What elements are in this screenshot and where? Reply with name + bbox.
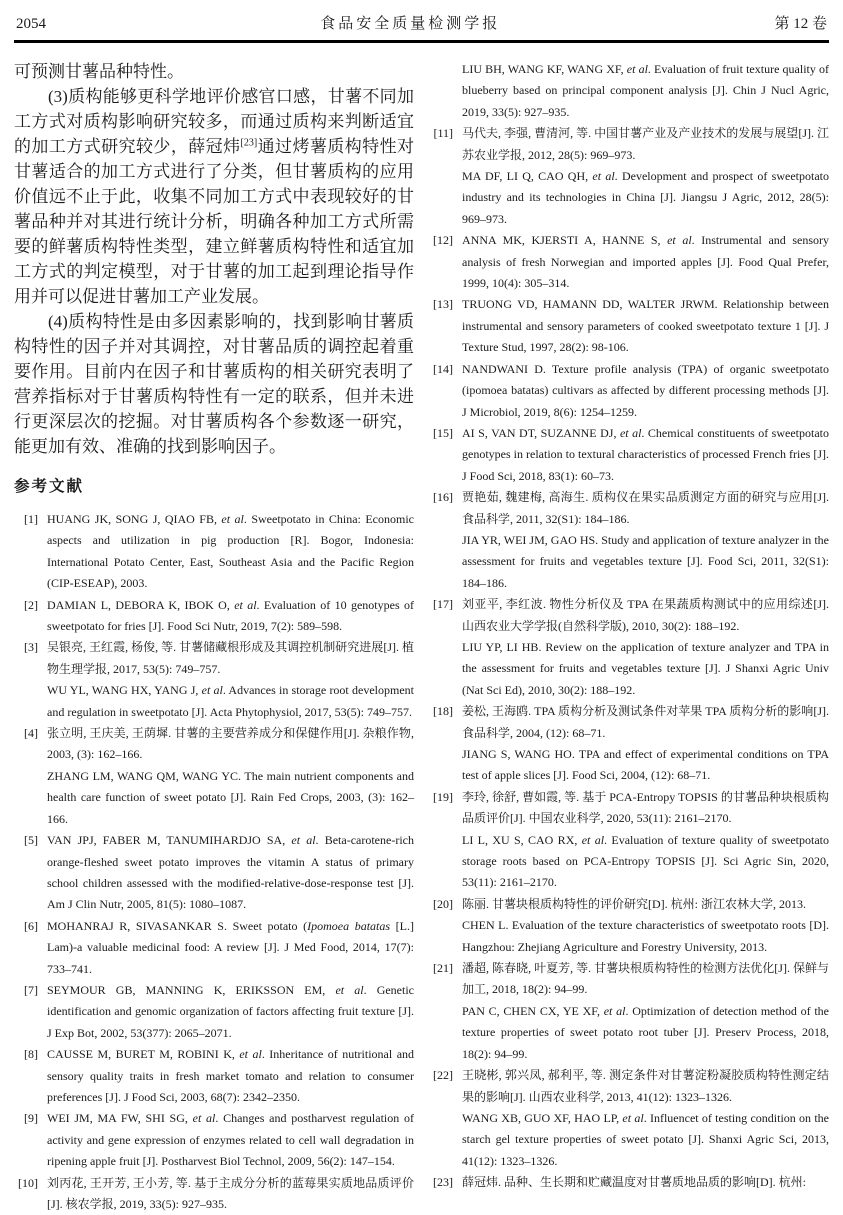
reference-text	[462, 123, 829, 166]
reference-number: [3]	[24, 640, 38, 655]
text-run: . Chemical constituents of sweetpotato genotypes in relation to textural characteristics of processed French fries [J]. J Food Sci, 2018, 83(1): 60–73.	[462, 425, 829, 483]
reference-number: [14]	[433, 361, 453, 376]
text-run: et al	[192, 1111, 216, 1126]
references-list-right	[429, 59, 829, 1194]
reference-text	[47, 1044, 414, 1108]
reference-body	[462, 1065, 829, 1172]
body-paragraph	[14, 59, 414, 84]
references-list-left	[14, 509, 414, 1215]
text-run: HUANG JK, SONG J, QIAO FB,	[47, 512, 222, 526]
reference-item	[14, 723, 414, 830]
reference-item	[14, 1108, 414, 1172]
reference-item	[429, 958, 829, 1065]
reference-text	[462, 787, 829, 830]
text-run: . Inheritance of nutritional and sensory quality traits in fresh market tomato and relation to consumer preferences [J]. J Food Sci, 2003, 68(7): 2342–2350.	[47, 1047, 415, 1104]
reference-text	[462, 1108, 829, 1172]
reference-item	[429, 423, 829, 487]
reference-number: [11]	[433, 126, 453, 141]
reference-text	[462, 701, 829, 744]
text-run: WU YL, WANG HX, YANG J,	[47, 683, 202, 698]
text-run: 姜松, 王海鸥. TPA 质构分析及测试条件对苹果 TPA 质构分析的影响[J]. 食品科学, 2004, (12): 68–71.	[462, 704, 829, 740]
text-run: LI L, XU S, CAO RX,	[462, 832, 582, 847]
text-run: . Genetic identification and genomic organization of factors affecting fruit texture [J]. J Exp Bot, 2002, 53(377): 2065–2071.	[47, 982, 414, 1040]
text-run: SEYMOUR GB, MANNING K, ERIKSSON EM,	[47, 982, 336, 997]
reference-text	[462, 230, 829, 294]
text-run: WANG XB, GUO XF, HAO LP,	[462, 1110, 623, 1125]
reference-number	[429, 59, 453, 123]
reference-text	[462, 894, 829, 915]
reference-text	[462, 958, 829, 1001]
reference-body	[462, 594, 829, 701]
reference-item	[14, 509, 414, 595]
reference-body	[462, 59, 829, 123]
text-run: et al	[291, 833, 316, 848]
reference-body	[47, 830, 414, 916]
text-run: (3)质构能够更科学地评价感官口感，甘薯不同加工方式对质构影响研究较多，而通过质构来判断适宜的加工方式研究较少，薛冠炜	[14, 87, 414, 156]
reference-item	[429, 787, 829, 894]
reference-text	[462, 487, 829, 530]
text-run: AI S, VAN DT, SUZANNE DJ,	[462, 425, 620, 440]
text-run: JIANG S, WANG HO. TPA and effect of experimental conditions on TPA test of apple slices [J]. Food Sci, 2004, (12): 68–71.	[462, 747, 829, 783]
reference-body	[47, 1173, 414, 1215]
text-run: 潘超, 陈春晓, 叶夏芳, 等. 甘薯块根质构特性的检测方法优化[J]. 保鲜与加工, 2018, 18(2): 94–99.	[462, 961, 829, 997]
journal-title: 食品安全质量检测学报	[320, 16, 501, 32]
reference-body	[462, 894, 829, 958]
reference-number: [21]	[433, 961, 453, 976]
reference-text	[47, 509, 414, 595]
text-run: 可预测甘薯品种特性。	[14, 62, 184, 81]
reference-text	[462, 359, 829, 423]
reference-body	[462, 294, 829, 358]
text-run: . Beta-carotene-rich orange-fleshed sweet potato improves the vitamin A status of primary school children assessed with the modified-relative-dose-response test [J]. Am J Clin Nutr, 2005, 81(5): 1080–1087.	[47, 833, 414, 912]
text-run: . Instrumental and sensory analysis of fresh Norwegian and imported apples [J]. Food Qual Prefer, 1999, 10(4): 305–314.	[462, 233, 829, 291]
text-run: CAUSSE M, BURET M, ROBINI K,	[47, 1047, 240, 1062]
reference-text	[47, 916, 414, 980]
text-run: et al	[603, 1003, 626, 1018]
right-column	[429, 59, 829, 1194]
text-run: et al	[592, 169, 615, 184]
text-run: et al	[234, 597, 257, 612]
reference-item	[14, 916, 414, 980]
text-run: 马代夫, 李强, 曹清河, 等. 中国甘薯产业及产业技术的发展与展望[J]. 江苏农业学报, 2012, 28(5): 969–973.	[462, 126, 829, 162]
reference-item	[429, 230, 829, 294]
text-run: MOHANRAJ R, SIVASANKAR S. Sweet potato (	[47, 918, 308, 933]
text-run: et al	[335, 982, 364, 997]
text-run: NANDWANI D. Texture profile analysis (TPA) of organic sweetpotato (ipomoea batatas) cultivars as affected by different processing methods [J]. J Microbiol, 2019, 8(6): 1254–1259.	[462, 361, 829, 419]
reference-text	[462, 166, 829, 230]
text-run: [L.] Lam)-a valuable medicinal food: A review [J]. J Med Food, 2014, 17(7): 733–741.	[47, 918, 414, 976]
reference-text	[47, 766, 414, 830]
reference-body	[47, 637, 414, 723]
text-run: . Development and prospect of sweetpotato industry and its technologies in China [J]. Jiangsu J Agric, 2012, 28(5): 969–973.	[462, 169, 830, 226]
text-run: . Evaluation of texture quality of sweetpotato storage roots based on PCA-Entropy TOPSIS [J]. Sci Agric Sin, 2020, 53(11): 2161–2170.	[462, 832, 830, 890]
text-run: et al	[239, 1047, 262, 1062]
body-paragraphs	[14, 59, 414, 459]
reference-text	[462, 744, 829, 787]
reference-text	[462, 594, 829, 637]
reference-item	[429, 123, 829, 230]
text-run: et al	[221, 512, 244, 526]
text-run: et al	[201, 683, 223, 698]
reference-text	[47, 637, 414, 680]
reference-text	[462, 530, 829, 594]
reference-number: [6]	[24, 918, 38, 933]
reference-body	[462, 123, 829, 230]
reference-item	[14, 1173, 414, 1215]
left-column	[14, 59, 414, 1215]
text-run: CHEN L. Evaluation of the texture characteristics of sweetpotato roots [D]. Hangzhou: Zhejiang Agriculture and Forestry University, 2013.	[462, 918, 829, 954]
reference-item	[429, 1172, 829, 1193]
reference-number: [13]	[433, 297, 453, 312]
reference-body	[462, 701, 829, 787]
reference-body	[47, 980, 414, 1044]
text-run: LIU BH, WANG KF, WANG XF,	[462, 62, 627, 76]
reference-body	[462, 1172, 829, 1193]
reference-body	[47, 723, 414, 830]
reference-body	[47, 1044, 414, 1108]
text-run: 李玲, 徐舒, 曹如霞, 等. 基于 PCA-Entropy TOPSIS 的甘薯品种块根质构品质评价[J]. 中国农业科学, 2020, 53(11): 2161–2170.	[462, 789, 829, 826]
reference-number: [5]	[24, 833, 38, 848]
text-run: PAN C, CHEN CX, YE XF,	[462, 1003, 604, 1018]
references-heading: 参考文献	[14, 478, 85, 495]
text-run: 张立明, 王庆美, 王荫墀. 甘薯的主要营养成分和保健作用[J]. 杂粮作物, 2003, (3): 162–166.	[47, 726, 414, 762]
reference-item	[429, 294, 829, 358]
reference-body	[462, 423, 829, 487]
reference-number: [10]	[18, 1175, 38, 1190]
text-run: et al	[667, 233, 692, 248]
reference-body	[47, 1108, 414, 1172]
reference-text	[462, 294, 829, 358]
text-run: et al	[619, 425, 642, 440]
reference-number: [15]	[433, 425, 453, 440]
text-run: 通过烤薯质构特性对甘薯适合的加工方式进行了分类，但甘薯质构的应用价值远不止于此，收集不同加工方式中表现较好的甘薯品种并对其进行统计分析，明确各种加工方式所需要的鲜薯质构特性类型，建立鲜薯质构特性和适宜加工方式的判定模型，对于甘薯的加工起到理论指导作用并可以促进甘薯加工产业发展。	[14, 137, 415, 306]
reference-item	[429, 359, 829, 423]
reference-item	[14, 830, 414, 916]
text-run: ZHANG LM, WANG QM, WANG YC. The main nutrient components and health care function of sweet potato [J]. Rain Fed Crops, 2003, (3): 162–166.	[47, 768, 414, 826]
reference-text	[47, 830, 414, 916]
text-run: VAN JPJ, FABER M, TANUMIHARDJO SA,	[47, 833, 292, 848]
text-run: LIU YP, LI HB. Review on the application of texture analyzer and TPA in the assessment for fruits and vegetables texture [J]. J Shanxi Agric Univ (Nat Sci Ed), 2010, 30(2): 188–192.	[462, 639, 829, 697]
text-run: MA DF, LI Q, CAO QH,	[462, 169, 593, 184]
reference-item	[14, 980, 414, 1044]
reference-body	[462, 487, 829, 594]
reference-number: [8]	[24, 1047, 38, 1062]
reference-number: [9]	[24, 1111, 38, 1126]
reference-item	[429, 487, 829, 594]
text-run: 贾艳茹, 魏建梅, 高海生. 质构仪在果实品质测定方面的研究与应用[J]. 食品科学, 2011, 32(S1): 184–186.	[462, 490, 829, 526]
text-run: 王晓彬, 郭兴凤, 郝利平, 等. 测定条件对甘薯淀粉凝胶质构特性测定结果的影响[J]. 山西农业科学, 2013, 41(12): 1323–1326.	[462, 1068, 829, 1104]
reference-body	[462, 958, 829, 1065]
volume-label: 第 12 卷	[774, 16, 827, 32]
reference-number: [20]	[433, 896, 453, 911]
body-paragraph	[14, 84, 414, 309]
reference-number: [23]	[433, 1175, 453, 1190]
reference-text	[47, 980, 414, 1044]
reference-number: [16]	[433, 490, 453, 505]
reference-text	[47, 595, 414, 638]
text-run: . Optimization of detection method of the texture properties of sweet potato root tuber [J]. Preserv Process, 2018, 18(2): 94–99.	[462, 1003, 829, 1061]
text-run: et al	[581, 832, 605, 847]
text-run: et al	[626, 62, 648, 76]
reference-text	[47, 723, 414, 766]
text-run: DAMIAN L, DEBORA K, IBOK O,	[47, 597, 235, 612]
text-run: [23]	[240, 137, 258, 149]
reference-text	[462, 830, 829, 894]
text-run: 刘亚平, 李红波. 物性分析仪及 TPA 在果蔬质构测试中的应用综述[J]. 山西农业大学学报(自然科学版), 2010, 30(2): 188–192.	[462, 597, 829, 633]
reference-item	[429, 59, 829, 123]
reference-body	[47, 595, 414, 638]
reference-number: [18]	[433, 704, 453, 719]
running-head	[14, 8, 829, 40]
reference-text	[47, 1108, 414, 1172]
reference-text	[462, 915, 829, 958]
reference-item	[429, 594, 829, 701]
body-paragraph	[14, 309, 414, 459]
reference-body	[47, 916, 414, 980]
reference-number: [17]	[433, 597, 453, 612]
reference-text	[462, 637, 829, 701]
reference-number: [22]	[433, 1068, 453, 1083]
text-run: . Evaluation of fruit texture quality of blueberry based on principal component analysis [J]. Chin J Nucl Agric, 2019, 33(5): 927–935.	[462, 62, 830, 119]
reference-number: [4]	[24, 726, 38, 741]
text-run: TRUONG VD, HAMANN DD, WALTER JRWM. Relationship between instrumental and sensory parameters of cooked sweetpotato texture 1 [J]. J Texture Stud, 1997, 28(2): 98-106.	[462, 297, 829, 355]
text-run: 刘丙花, 王开芳, 王小芳, 等. 基于主成分分析的蓝莓果实质地品质评价[J]. 核农学报, 2019, 33(5): 927–935.	[47, 1175, 414, 1211]
two-column-body	[14, 59, 829, 1215]
text-run: . Evaluation of 10 genotypes of sweetpotato for fries [J]. Food Sci Nutr, 2019, 7(2): 589–598.	[47, 597, 414, 634]
header-rule	[14, 40, 829, 43]
text-run: JIA YR, WEI JM, GAO HS. Study and application of texture analyzer in the assessment for fruits and vegetables texture [J]. Food Sci, 2011, 32(S1): 184–186.	[462, 532, 829, 590]
text-run: 薛冠炜. 品种、生长期和贮藏温度对甘薯质地品质的影响[D]. 杭州:	[462, 1175, 806, 1190]
reference-text	[47, 680, 414, 723]
text-run: . Changes and postharvest regulation of activity and gene expression of enzymes related to cell wall degradation in ripening apple fruit [J]. Postharvest Biol Technol, 2009, 56(2): 147–154.	[47, 1111, 414, 1169]
reference-body	[47, 509, 414, 595]
reference-item	[429, 894, 829, 958]
text-run: . Advances in storage root development and regulation in sweetpotato [J]. Acta Phytophysiol, 2017, 53(5): 749–757.	[47, 683, 414, 719]
text-run: ANNA MK, KJERSTI A, HANNE S,	[462, 233, 668, 248]
reference-item	[429, 1065, 829, 1172]
reference-number: [12]	[433, 233, 453, 248]
reference-number: [2]	[24, 597, 38, 612]
reference-body	[462, 230, 829, 294]
page-number: 2054	[16, 16, 46, 32]
reference-number: [1]	[24, 512, 38, 526]
reference-text	[47, 1173, 414, 1215]
text-run: 吴银亮, 王红霞, 杨俊, 等. 甘薯储藏根形成及其调控机制研究进展[J]. 植物生理学报, 2017, 53(5): 749–757.	[47, 640, 414, 676]
reference-text	[462, 1172, 829, 1193]
reference-item	[14, 1044, 414, 1108]
reference-number: [7]	[24, 982, 38, 997]
reference-text	[462, 1065, 829, 1108]
reference-text	[462, 1001, 829, 1065]
text-run: WEI JM, MA FW, SHI SG,	[47, 1111, 193, 1126]
text-run: et al	[622, 1110, 644, 1125]
reference-body	[462, 359, 829, 423]
reference-text	[462, 423, 829, 487]
reference-text	[462, 59, 829, 123]
reference-item	[14, 637, 414, 723]
text-run: 陈丽. 甘薯块根质构特性的评价研究[D]. 杭州: 浙江农林大学, 2013.	[462, 896, 806, 911]
reference-body	[462, 787, 829, 894]
reference-item	[14, 595, 414, 638]
text-run: (4)质构特性是由多因素影响的，找到影响甘薯质构特性的因子并对其调控，对甘薯品质的调控起着重要作用。目前内在因子和甘薯质构的相关研究表明了营养指标对于甘薯质构特性有一定的联系，但并未进行更深层次的挖掘。对甘薯质构各个参数逐一研究，能更加有效、准确的找到影响因子。	[14, 312, 414, 456]
text-run: . Sweetpotato in China: Economic aspects and utilization in pig production [R]. Bogor, Indonesia: International Potato Center, East, Southeast Asia and the Pacific Region (CIP-ESEAP), 2003.	[47, 512, 414, 591]
text-run: . Influencet of testing condition on the starch gel texture properties of sweet potato [J]. Shanxi Agric Sci, 2013, 41(12): 1323–1326.	[462, 1110, 829, 1168]
text-run: Ipomoea batatas	[307, 918, 391, 933]
reference-item	[429, 701, 829, 787]
reference-number: [19]	[433, 789, 453, 804]
